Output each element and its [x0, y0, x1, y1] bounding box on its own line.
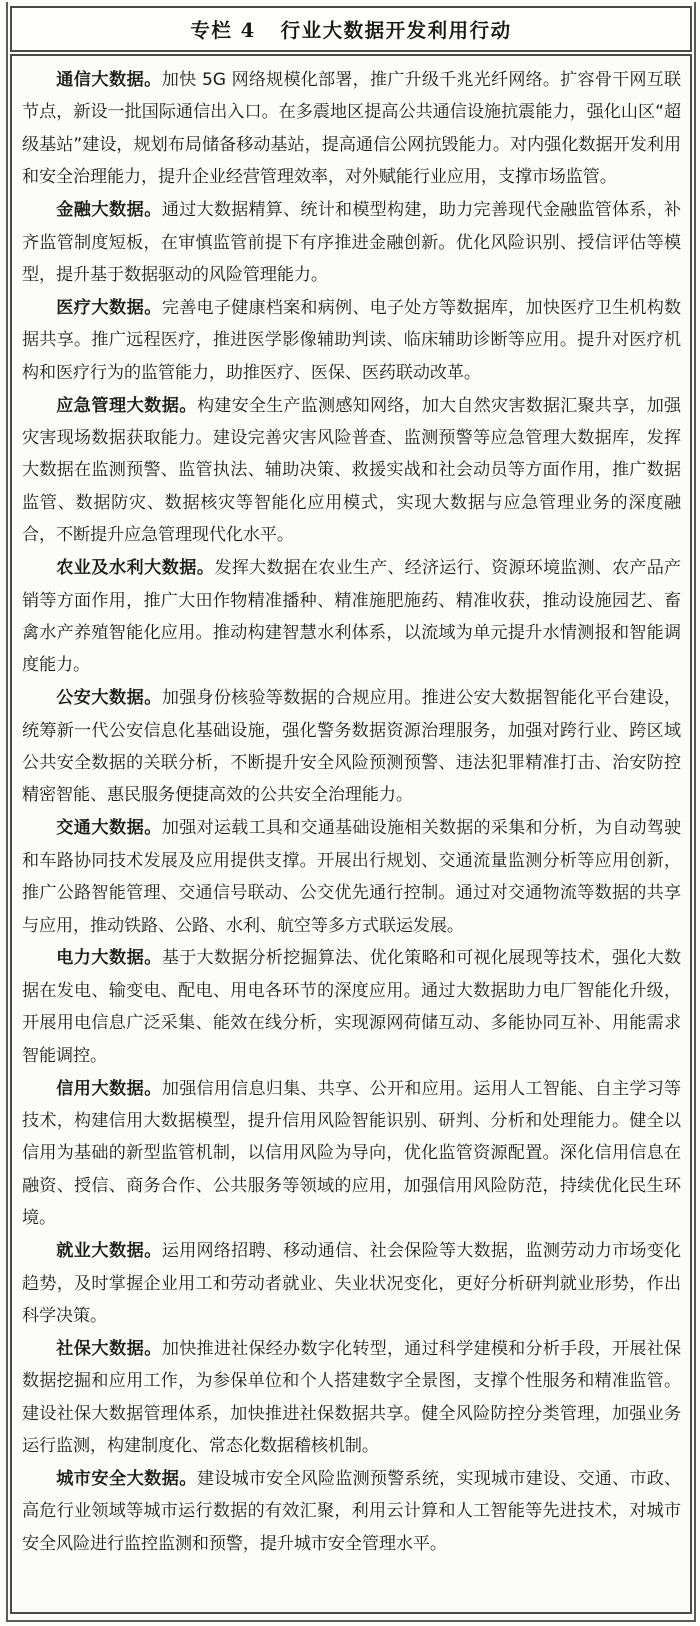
- section-paragraph-4: [22, 552, 681, 682]
- callout-title-box: [10, 6, 692, 52]
- section-lead-0: 通信大数据。: [56, 70, 162, 90]
- section-body-0: 加快 5G 网络规模化部署，推广升级千兆光纤网络。扩容骨干网互联节点，新设一批国际通信出入口。在多震地区提高公共通信设施抗震能力，强化山区“超级基站”建设，规划布局储备移动基站，提高通信公网抗毁能力。对内强化数据开发利用和安全治理能力，提升企业经营管理效率，对外赋能行业应用，支撑市场监管。: [22, 70, 681, 188]
- section-paragraph-10: [22, 1333, 681, 1463]
- section-lead-10: 社保大数据。: [56, 1338, 162, 1359]
- section-lead-5: 公安大数据。: [56, 688, 162, 709]
- section-lead-4: 农业及水利大数据。: [56, 558, 215, 579]
- section-paragraph-2: [22, 292, 681, 389]
- section-lead-8: 信用大数据。: [56, 1078, 162, 1099]
- section-paragraph-3: [22, 390, 681, 552]
- section-paragraph-0: [22, 64, 681, 194]
- section-lead-2: 医疗大数据。: [56, 297, 162, 318]
- section-lead-11: 城市安全大数据。: [56, 1468, 197, 1489]
- section-lead-6: 交通大数据。: [56, 818, 162, 839]
- section-body-6: 加强对运载工具和交通基础设施相关数据的采集和分析，为自动驾驶和车路协同技术发展及应用提供支撑。开展出行规划、交通流量监测分析等应用创新，推广公路智能管理、交通信号联动、公交优先通行控制。通过对交通物流等数据的共享与应用，推动铁路、公路、水利、航空等多方式联运发展。: [22, 818, 682, 936]
- section-paragraph-1: [22, 194, 681, 291]
- section-lead-3: 应急管理大数据。: [56, 395, 197, 416]
- section-lead-7: 电力大数据。: [56, 948, 162, 969]
- section-paragraph-5: [22, 682, 681, 812]
- section-paragraph-9: [22, 1235, 681, 1332]
- section-body-3: 构建安全生产监测感知网络，加大自然灾害数据汇聚共享，加强灾害现场数据获取能力。建设完善灾害风险普查、监测预警等应急管理大数据库，发挥大数据在监测预警、监管执法、辅助决策、救援实战和社会动员等方面作用，推广数据监管、数据防灾、数据核灾等智能化应用模式，实现大数据与应急管理业务的深度融合，不断提升应急管理现代化水平。: [22, 395, 681, 546]
- section-body-4: 发挥大数据在农业生产、经济运行、资源环境监测、农产品产销等方面作用，推广大田作物精准播种、精准施肥施药、精准收获，推动设施园艺、畜禽水产养殖智能化应用。推动构建智慧水利体系，以流域为单元提升水情测报和智能调度能力。: [22, 558, 681, 676]
- section-body-7: 基于大数据分析挖掘算法、优化策略和可视化展现等技术，强化大数据在发电、输变电、配电、用电各环节的深度应用。通过大数据助力电厂智能化升级，开展用电信息广泛采集、能效在线分析，实现源网荷储互动、多能协同互补、用能需求智能调控。: [22, 948, 682, 1066]
- section-paragraph-6: [22, 812, 681, 942]
- callout-body-box: [10, 54, 692, 1614]
- section-body-1: 通过大数据精算、统计和模型构建，助力完善现代金融监管体系，补齐监管制度短板，在审慎监管前提下有序推进金融创新。优化风险识别、授信评估等模型，提升基于数据驱动的风险管理能力。: [22, 200, 682, 285]
- section-paragraph-11: [22, 1463, 681, 1560]
- section-body-9: 运用网络招聘、移动通信、社会保险等大数据，监测劳动力市场变化趋势，及时掌握企业用工和劳动者就业、失业状况变化，更好分析研判就业形势，作出科学决策。: [22, 1241, 682, 1326]
- section-lead-1: 金融大数据。: [56, 200, 162, 221]
- section-body-11: 建设城市安全风险监测预警系统，实现城市建设、交通、市政、高危行业领域等城市运行数据的有效汇聚，利用云计算和人工智能等先进技术，对城市安全风险进行监控监测和预警，提升城市安全管理水平。: [22, 1468, 681, 1554]
- section-body-8: 加强信用信息归集、共享、公开和应用。运用人工智能、自主学习等技术，构建信用大数据模型，提升信用风险智能识别、研判、分析和处理能力。健全以信用为基础的新型监管机制，以信用风险为导向，优化监管资源配置。深化信用信息在融资、授信、商务合作、公共服务等领域的应用，加强信用风险防范，持续优化民生环境。: [22, 1078, 682, 1229]
- page-title: 专栏 4 行业大数据开发利用行动: [190, 19, 512, 42]
- section-paragraph-8: [22, 1073, 681, 1235]
- section-body-2: 完善电子健康档案和病例、电子处方等数据库，加快医疗卫生机构数据共享。推广远程医疗，推进医学影像辅助判读、临床辅助诊断等应用。提升对医疗机构和医疗行为的监管能力，助推医疗、医保、医药联动改革。: [22, 297, 682, 383]
- section-body-5: 加强身份核验等数据的合规应用。推进公安大数据智能化平台建设，统筹新一代公安信息化基础设施，强化警务数据资源治理服务，加强对跨行业、跨区域公共安全数据的关联分析，不断提升安全风险预测预警、违法犯罪精准打击、治安防控精密智能、惠民服务便捷高效的公共安全治理能力。: [22, 688, 682, 806]
- section-body-10: 加快推进社保经办数字化转型，通过科学建模和分析手段，开展社保数据挖掘和应用工作，为参保单位和个人搭建数字全景图，支撑个性服务和精准监管。建设社保大数据管理体系，加快推进社保数据共享。健全风险防控分类管理，加强业务运行监测，构建制度化、常态化数据稽核机制。: [22, 1338, 682, 1457]
- section-lead-9: 就业大数据。: [56, 1241, 162, 1262]
- section-paragraph-7: [22, 942, 681, 1072]
